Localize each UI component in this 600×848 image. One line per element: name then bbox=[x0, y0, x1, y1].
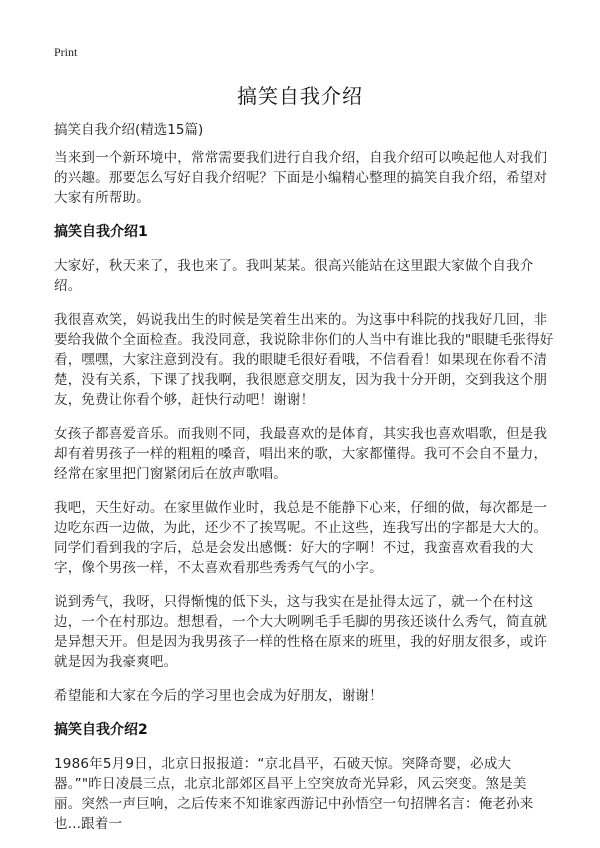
paragraph: 1986年5月9日，北京日报报道：“京北昌平，石破天惊。突降奇婴，必成大器。”"昨日凌晨三点，北京北部郊区昌平上空突放奇光异彩，风云突变。煞是美丽。突然一声巨响，之后传来不知谁家西游记中孙悟空一句招牌名言：俺老孙来也...跟着一 bbox=[54, 756, 534, 832]
paragraph: 我很喜欢笑，妈说我出生的时候是笑着生出来的。为这事中科院的找我好几回，非要给我做个全面检查。我没同意，我说除非你们的人当中有谁比我的"眼睫毛张得好看，嘿嘿，大家注意到没有。我的眼睫毛很好看哦，不信看看！如果现在你看不清楚，没有关系，下课了找我啊，我很愿意交朋友，因为我十分开朗，交到我这个朋友，免费让你看个够，赶快行动吧！谢谢！ bbox=[54, 312, 554, 408]
paragraph: 女孩子都喜爱音乐。而我则不同，我最喜欢的是体育，其实我也喜欢唱歌，但是我却有着男孩子一样的粗粗的嗓音，唱出来的歌，大家都懂得。我可不会自不量力，经常在家里把门窗紧闭后在放声歌唱。 bbox=[54, 426, 548, 482]
print-link[interactable]: Print bbox=[54, 45, 78, 59]
paragraph: 我吧，天生好动。在家里做作业时，我总是不能静下心来，仔细的做，每次都是一边吃东西一边做，为此，还少不了挨骂呢。不止这些，连我写出的字都是大大的。同学们看到我的字后，总是会发出感慨：好大的字啊！不过，我蛮喜欢看我的大字，像个男孩一样，不太喜欢看那些秀秀气气的小字。 bbox=[54, 500, 548, 576]
section-heading-2: 搞笑自我介绍2 bbox=[54, 722, 148, 738]
page-subtitle: 搞笑自我介绍(精选15篇) bbox=[54, 122, 204, 138]
page-title: 搞笑自我介绍 bbox=[237, 84, 363, 108]
paragraph: 说到秀气，我呀，只得惭愧的低下头，这与我实在是扯得太远了，就一个在村这边，一个在村那边。想想看，一个大大咧咧毛手毛脚的男孩还谈什么秀气，简直就是异想天开。但是因为我男孩子一样的性格在原来的班里，我的好朋友很多，或许就是因为我豪爽吧。 bbox=[54, 594, 548, 670]
article-body bbox=[54, 148, 554, 848]
intro-paragraph: 当来到一个新环境中，常常需要我们进行自我介绍，自我介绍可以唤起他人对我们的兴趣。那要怎么写好自我介绍呢？下面是小编精心整理的搞笑自我介绍，希望对大家有所帮助。 bbox=[54, 150, 548, 206]
paragraph: 大家好，秋天来了，我也来了。我叫某某。很高兴能站在这里跟大家做个自我介绍。 bbox=[54, 258, 534, 294]
section-heading-1: 搞笑自我介绍1 bbox=[54, 224, 148, 240]
paragraph: 希望能和大家在今后的学习里也会成为好朋友，谢谢！ bbox=[54, 688, 383, 704]
